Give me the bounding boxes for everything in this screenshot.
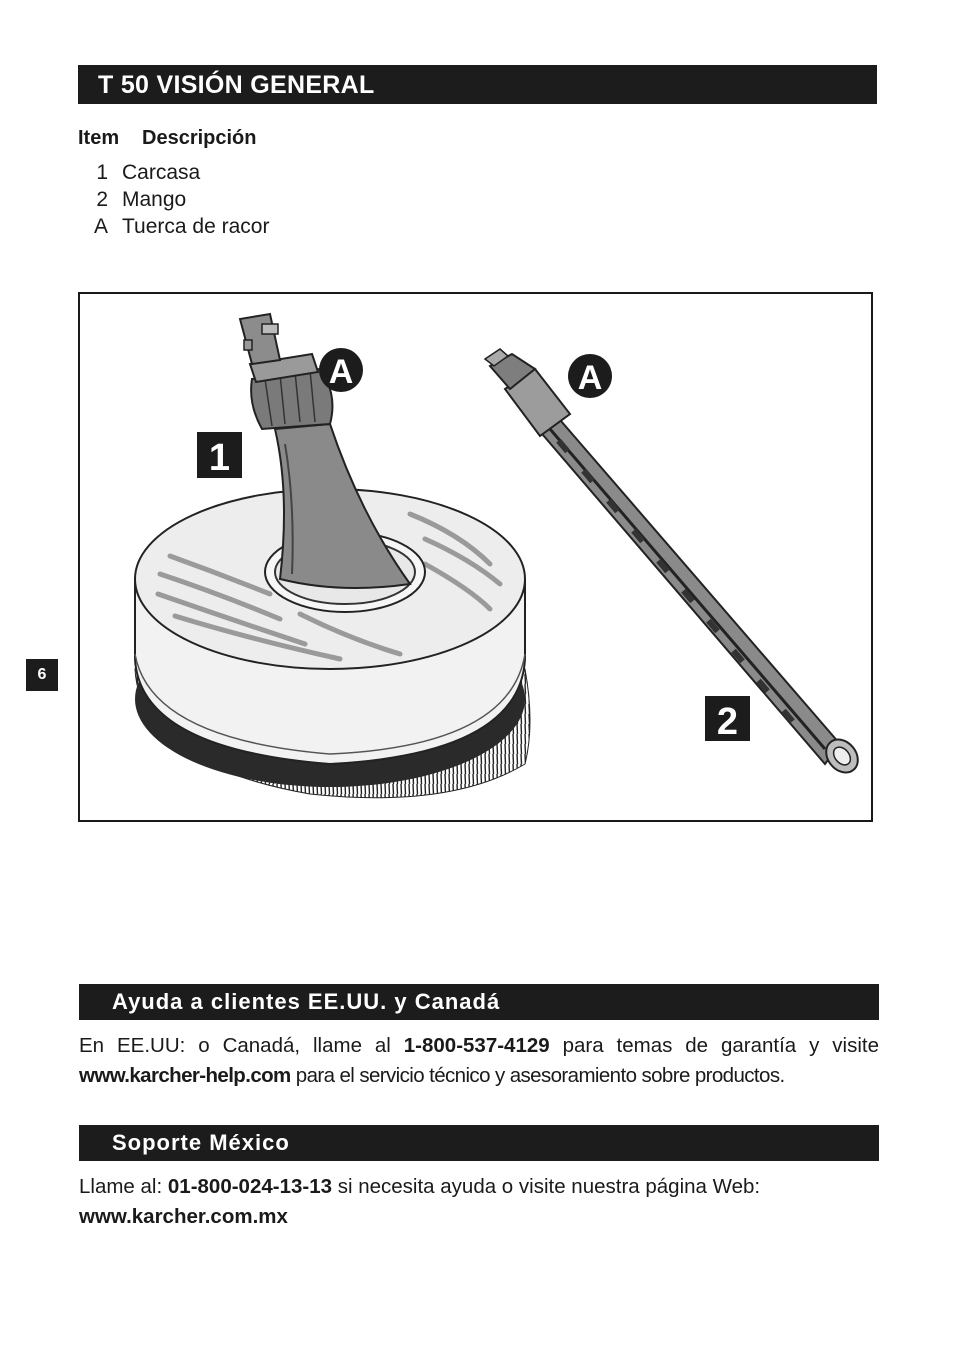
support-mx-line-2 <box>79 1202 879 1232</box>
label-1-text: 1 <box>208 437 231 479</box>
support-mx-paragraph <box>79 1172 879 1232</box>
wand-drawing <box>485 349 864 779</box>
item-description: Carcasa <box>122 161 201 184</box>
section-heading-us: Ayuda a clientes EE.UU. y Canadá <box>112 989 501 1014</box>
item-number: 1 <box>96 161 108 184</box>
column-header-item: Item <box>78 127 120 149</box>
support-mx-line-1 <box>79 1172 879 1202</box>
label-1-badge <box>197 432 242 479</box>
support-us-line-1 <box>79 1031 879 1061</box>
page-number-badge: 6 <box>26 659 58 691</box>
section-heading-bar <box>79 1125 879 1161</box>
phone-number-mx: 01-800-024-13-13 <box>167 1175 333 1198</box>
item-number: A <box>93 215 108 238</box>
text-span: En EE.UU: o Canadá, llame al <box>79 1034 404 1057</box>
text-span: si necesita ayuda o visite nuestra página Web: <box>332 1175 761 1198</box>
label-a-circle <box>319 348 363 392</box>
section-heading-mx: Soporte México <box>112 1130 290 1155</box>
text-span: Llame al: <box>79 1175 168 1198</box>
item-description: Mango <box>122 188 187 211</box>
item-description: Tuerca de racor <box>122 215 270 238</box>
label-2-badge <box>705 696 750 743</box>
item-number: 2 <box>96 188 108 211</box>
section-title-bar <box>78 65 877 104</box>
text-span: para el servicio técnico y asesoramiento sobre productos. <box>290 1064 785 1087</box>
website-link-us[interactable]: www.karcher-help.com <box>79 1064 291 1087</box>
product-illustration <box>78 292 873 822</box>
column-header-description: Descripción <box>142 127 257 149</box>
label-a-circle <box>568 354 612 398</box>
surface-cleaner-drawing <box>80 294 871 820</box>
label-a-text: A <box>328 353 354 391</box>
support-us-line-2 <box>79 1061 879 1091</box>
page-title: T 50 VISIÓN GENERAL <box>98 71 375 99</box>
text-span: para temas de garantía y visite <box>549 1034 879 1057</box>
phone-number-us: 1-800-537-4129 <box>403 1034 550 1057</box>
label-2-text: 2 <box>716 701 739 743</box>
label-a-text: A <box>577 359 603 397</box>
section-heading-bar <box>79 984 879 1020</box>
support-us-paragraph <box>79 1031 879 1091</box>
website-link-mx[interactable]: www.karcher.com.mx <box>79 1205 288 1228</box>
